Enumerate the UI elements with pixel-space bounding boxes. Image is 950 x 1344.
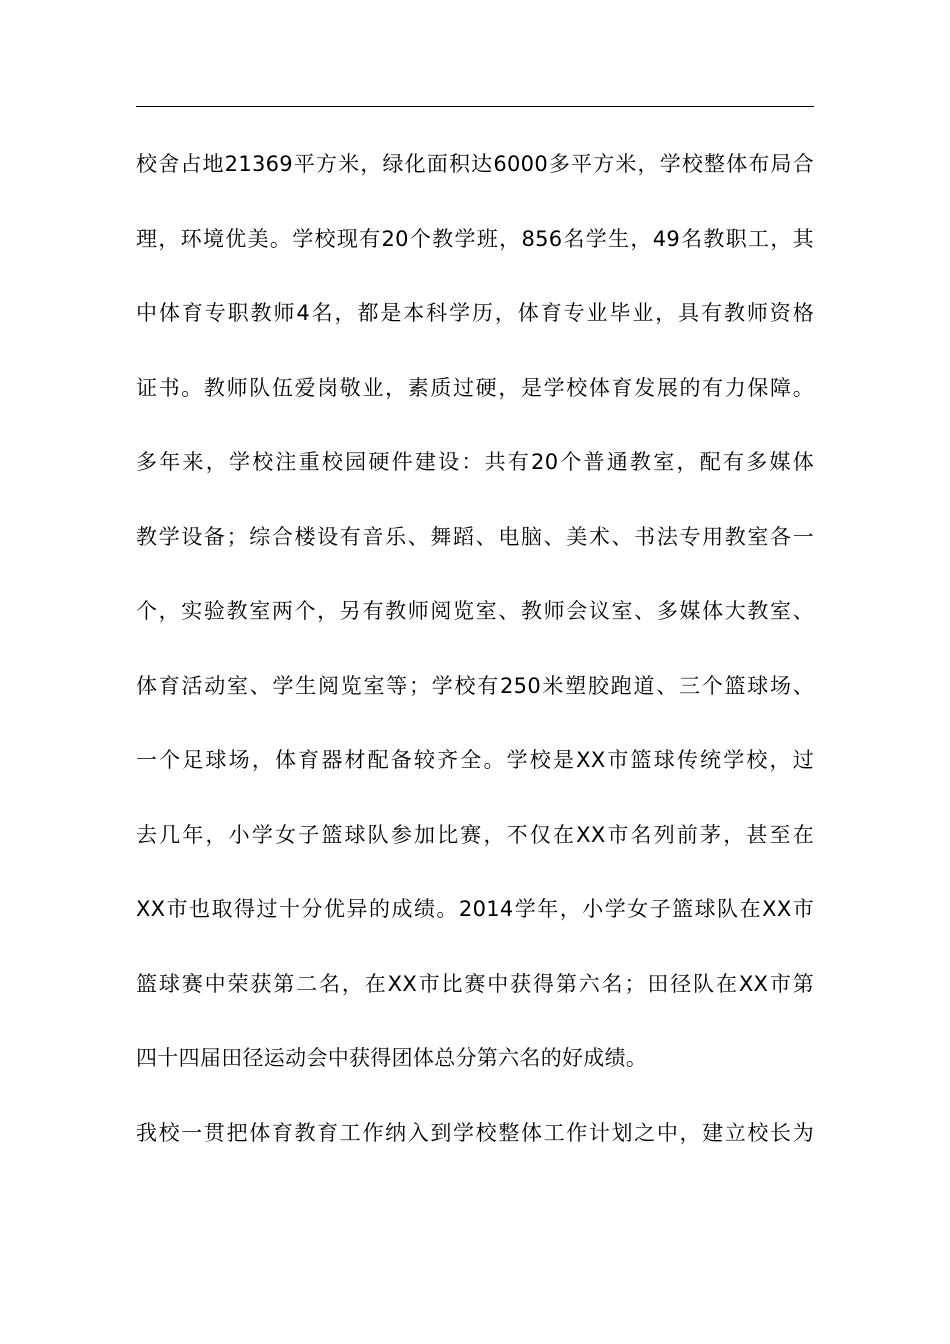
text-line: 理，环境优美。学校现有20个教学班，856名学生，49名教职工，其	[136, 226, 814, 251]
text-line: 体育活动室、学生阅览室等；学校有250米塑胶跑道、三个篮球场、	[136, 673, 814, 698]
text-line: 一个足球场，体育器材配备较齐全。学校是XX市篮球传统学校，过	[136, 748, 814, 772]
text-line: 篮球赛中荣获第二名，在XX市比赛中获得第六名；田径队在XX市第	[136, 971, 814, 996]
text-line: 个，实验教室两个，另有教师阅览室、教师会议室、多媒体大教室、	[136, 599, 814, 623]
header-rule	[136, 106, 814, 107]
paragraph-1	[136, 127, 814, 425]
text-line: 我校一贯把体育教育工作纳入到学校整体工作计划之中，建立校长为	[136, 1121, 814, 1145]
text-line: 去几年，小学女子篮球队参加比赛，不仅在XX市名列前茅，甚至在	[136, 822, 814, 847]
text-line: 校舍占地21369平方米，绿化面积达6000多平方米，学校整体布局合	[136, 152, 814, 176]
paragraph-3	[136, 1096, 814, 1171]
text-line: 证书。教师队伍爱岗敬业，素质过硬，是学校体育发展的有力保障。	[136, 375, 814, 400]
text-line: XX市也取得过十分优异的成绩。2014学年，小学女子篮球队在XX市	[136, 897, 814, 921]
paragraph-2	[136, 425, 814, 1096]
text-line: 多年来，学校注重校园硬件建设：共有20个普通教室，配有多媒体	[136, 450, 814, 474]
text-line: 教学设备；综合楼设有音乐、舞蹈、电脑、美术、书法专用教室各一	[136, 524, 814, 549]
text-line: 四十四届田径运动会中获得团体总分第六名的好成绩。	[136, 1046, 648, 1070]
text-line: 中体育专职教师4名，都是本科学历，体育专业毕业，具有教师资格	[136, 301, 814, 325]
